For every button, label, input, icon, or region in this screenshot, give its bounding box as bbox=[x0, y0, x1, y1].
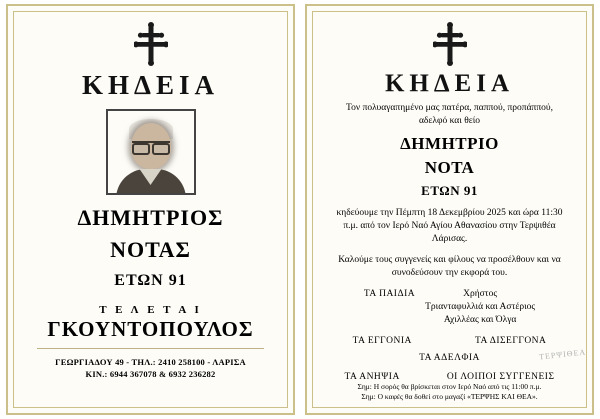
list-item: Χρήστος bbox=[463, 289, 498, 300]
list-item: Τριανταφυλλιά και Αστέριος bbox=[425, 301, 536, 312]
other-relatives-label: ΟΙ ΛΟΙΠΟΙ ΣΥΓΓΕΝΕΙΣ bbox=[446, 371, 555, 382]
children-section bbox=[321, 288, 578, 326]
siblings-label: ΤΑ ΑΔΕΛΦΙΑ bbox=[419, 352, 480, 363]
list-item: Αχιλλέας και Όλγα bbox=[443, 314, 517, 325]
portrait-photo bbox=[106, 109, 196, 195]
funeral-home-address: ΓΕΩΡΓΙΑΔΟΥ 49 - ΤΗΛ.: 2410 258100 - ΛΑΡΙΣΑ bbox=[55, 357, 246, 367]
card-inner-right bbox=[312, 11, 587, 408]
funeral-home-label: Τ Ε Λ Ε Τ Α Ι bbox=[99, 304, 202, 316]
invitation-text: Καλούμε τους συγγενείς και φίλους να προσέλθουν και να συνοδεύσουν την εκφορά του. bbox=[338, 254, 561, 278]
right-age: ΕΤΩΝ 91 bbox=[421, 182, 478, 198]
left-first-name: ΔΗΜΗΤΡΙΟΣ bbox=[77, 205, 224, 230]
card-inner-left bbox=[13, 11, 288, 408]
notes-section bbox=[321, 382, 578, 406]
nephews-label: ΤΑ ΑΝΗΨΙΑ bbox=[344, 371, 400, 382]
note-coffee-location: Σημ: Ο καφές θα δοθεί στο μαγαζί «ΤΕΡΨΗΣ ΚΑΙ ΘΕΑ». bbox=[361, 392, 538, 402]
obituary-card-right bbox=[305, 4, 594, 415]
grandchildren-label: ΤΑ ΕΓΓΟΝΙΑ bbox=[352, 335, 412, 346]
note-body-location: Σημ: Η σορός θα βρίσκεται στον Ιερό Ναό από τις 11:00 π.μ. bbox=[357, 381, 542, 391]
funeral-home-name: ΓΚΟΥΝΤΟΠΟΥΛΟΣ bbox=[47, 317, 254, 341]
right-title: ΚΗΔΕΙΑ bbox=[384, 70, 515, 97]
left-age: ΕΤΩΝ 91 bbox=[114, 272, 187, 289]
right-first-name: ΔΗΜΗΤΡΙΟ bbox=[400, 133, 499, 153]
children-list bbox=[425, 288, 535, 326]
left-title: ΚΗΔΕΙΑ bbox=[82, 70, 219, 100]
left-last-name: ΝΟΤΑΣ bbox=[110, 237, 191, 262]
nephews-row bbox=[321, 372, 578, 382]
orthodox-cross-icon-right bbox=[433, 22, 467, 66]
watermark-text: ΤΕΡΨΙΘΕΑ bbox=[538, 347, 587, 362]
right-last-name: ΝΟΤΑ bbox=[424, 157, 475, 177]
service-details: κηδεύουμε την Πέμπτη 18 Δεκεμβρίου 2025 και ώρα 11:30 π.μ. από τον Ιερό Ναό Αγίου Αθανασίου στην Τερψιθέα Λάρισας. bbox=[336, 207, 563, 245]
children-label: ΤΑ ΠΑΙΔΙΑ bbox=[363, 289, 416, 300]
orthodox-cross-icon bbox=[134, 22, 168, 66]
obituary-card-left bbox=[6, 4, 295, 415]
divider bbox=[37, 348, 263, 349]
great-grandchildren-label: ΤΑ ΔΙΣΕΓΓΟΝΑ bbox=[475, 335, 547, 346]
right-intro-text: Τον πολυαγαπημένο μας πατέρα, παππού, προπάππού, αδελφό και θείο bbox=[346, 103, 553, 126]
grandchildren-row bbox=[321, 336, 578, 346]
funeral-home-mobile: ΚΙΝ.: 6944 367078 & 6932 236282 bbox=[85, 369, 216, 379]
